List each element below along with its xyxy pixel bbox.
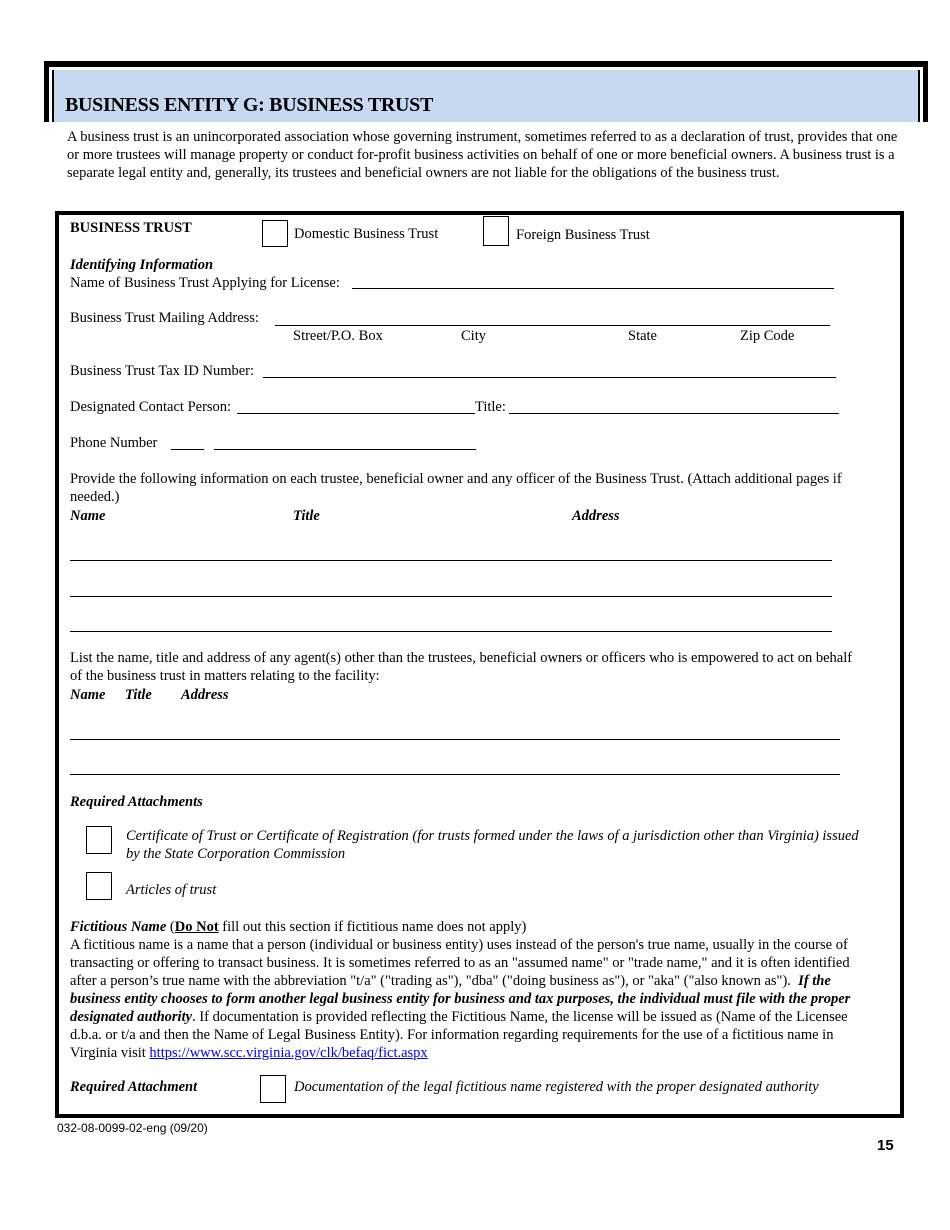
phone-number-field[interactable] xyxy=(214,449,476,450)
page-title: BUSINESS ENTITY G: BUSINESS TRUST xyxy=(65,94,434,116)
fictitious-documentation-label: Documentation of the legal fictitious name registered with the proper designated authority xyxy=(294,1079,819,1095)
mailing-address-label: Business Trust Mailing Address: xyxy=(70,310,259,326)
form-code: 032-08-0099-02-eng (09/20) xyxy=(57,1121,208,1135)
foreign-business-trust-checkbox[interactable] xyxy=(483,216,509,246)
state-sublabel: State xyxy=(628,328,657,344)
business-trust-name-field[interactable] xyxy=(352,288,834,289)
articles-of-trust-checkbox[interactable] xyxy=(86,872,112,900)
section-header-fill xyxy=(52,70,920,122)
trustee-column-title: Title xyxy=(293,508,320,524)
domestic-business-trust-label: Domestic Business Trust xyxy=(294,226,439,242)
trustee-entry-line[interactable] xyxy=(70,560,832,561)
fictitious-paren-open: ( xyxy=(166,919,175,935)
mailing-address-field[interactable] xyxy=(275,325,830,326)
contact-title-label: Title: xyxy=(475,399,506,415)
agent-column-address: Address xyxy=(181,687,229,703)
phone-number-label: Phone Number xyxy=(70,435,158,451)
trustee-column-address: Address xyxy=(572,508,620,524)
agents-instruction: List the name, title and address of any agent(s) other than the trustees, beneficial owners or officers who is empowered to act on behalf of the business trust in matters relating to the facility: xyxy=(70,650,853,684)
page-number: 15 xyxy=(877,1137,894,1154)
fictitious-documentation-checkbox[interactable] xyxy=(260,1075,286,1103)
tax-id-label: Business Trust Tax ID Number: xyxy=(70,363,255,379)
intro-paragraph: A business trust is an unincorporated association whose governing instrument, sometimes referred to as a declaration of trust, provides that one or more trustees will manage property or conduct for-profit business activities on behalf of one or more beneficial owners. A business trust is a separate legal entity and, generally, its trustees and beneficial owners are not liable for the obligations of the business trust. xyxy=(67,129,898,181)
fictitious-body-2: . If documentation is provided reflecting the Fictitious Name, the license will be issued as (Name of the Licensee d.b.a. or t/a and then the Name of Legal Business Entity). For information regarding requirements for the use of a fictitious name in Virginia visit xyxy=(70,1009,848,1061)
identifying-info-heading: Identifying Information xyxy=(70,257,214,273)
agent-column-title: Title xyxy=(125,687,152,703)
fictitious-name-section xyxy=(70,918,870,1062)
tax-id-field[interactable] xyxy=(263,377,836,378)
fictitious-paren-rest: fill out this section if fictitious name does not apply) xyxy=(218,919,527,935)
required-attachment-label: Required Attachment xyxy=(70,1079,198,1095)
certificate-of-trust-checkbox[interactable] xyxy=(86,826,112,854)
fictitious-name-heading: Fictitious Name xyxy=(70,919,167,935)
articles-of-trust-label: Articles of trust xyxy=(126,882,217,898)
phone-area-code-field[interactable] xyxy=(171,449,204,450)
city-sublabel: City xyxy=(461,328,486,344)
fictitious-body-bold: If the business entity chooses to form another legal business entity for business and tax purposes, the individual must file with the proper designated authority xyxy=(70,973,851,1025)
agent-entry-line[interactable] xyxy=(70,774,840,775)
fictitious-name-link[interactable]: https://www.scc.virginia.gov/clk/befaq/fict.aspx xyxy=(149,1045,428,1061)
section-title: BUSINESS TRUST xyxy=(70,220,192,236)
zip-code-sublabel: Zip Code xyxy=(740,328,795,344)
agent-column-name: Name xyxy=(70,687,106,703)
section-header-bar xyxy=(44,61,928,122)
street-po-box-sublabel: Street/P.O. Box xyxy=(293,328,383,344)
contact-person-field[interactable] xyxy=(237,413,475,414)
trustees-instruction: Provide the following information on each trustee, beneficial owner and any officer of the Business Trust. (Attach additional pages if needed.) xyxy=(70,471,842,505)
do-not-emphasis: Do Not xyxy=(174,919,219,935)
business-trust-name-label: Name of Business Trust Applying for License: xyxy=(70,275,340,291)
trustee-entry-line[interactable] xyxy=(70,631,832,632)
contact-title-field[interactable] xyxy=(509,413,839,414)
required-attachments-heading: Required Attachments xyxy=(70,794,203,810)
fictitious-body-1: A fictitious name is a name that a person (individual or business entity) uses instead of the person's true name, usually in the course of transacting or offering to transact business. It is sometimes referred to as an "assumed name" or "trade name," and it is often identified after a person’s true name with the abbreviation "t/a" ("trading as"), "dba" ("doing business as"), or "aka" ("also known as"). xyxy=(70,937,850,989)
certificate-of-trust-label: Certificate of Trust or Certificate of Registration (for trusts formed under the laws of a jurisdiction other than Virginia) issued by the State Corporation Commission xyxy=(126,828,859,862)
trustee-entry-line[interactable] xyxy=(70,596,832,597)
agent-entry-line[interactable] xyxy=(70,739,840,740)
domestic-business-trust-checkbox[interactable] xyxy=(262,220,288,247)
contact-person-label: Designated Contact Person: xyxy=(70,399,232,415)
trustee-column-name: Name xyxy=(70,508,106,524)
foreign-business-trust-label: Foreign Business Trust xyxy=(516,227,650,243)
